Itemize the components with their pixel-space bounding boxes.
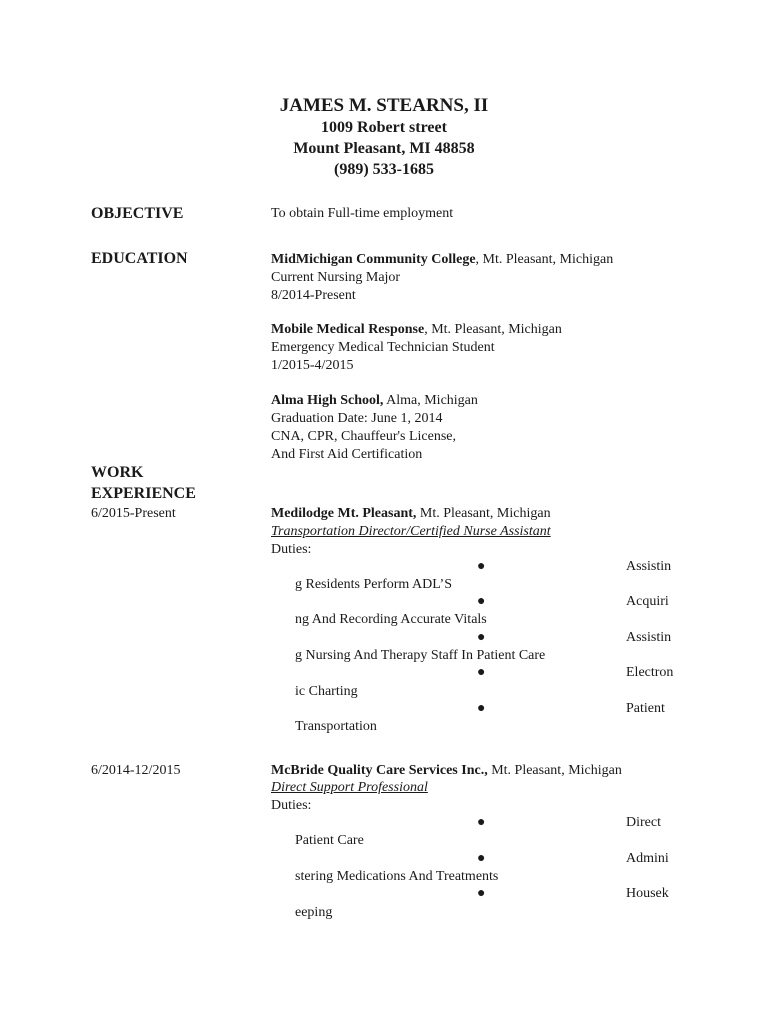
job-employer [271,505,551,523]
bullet-icon: ● [477,559,486,574]
work-heading: WORK [91,464,144,481]
education-detail: 8/2014-Present [271,288,356,303]
duty-rest: stering Medications And Treatments [295,869,499,884]
job-dates: 6/2014-12/2015 [91,763,181,778]
bullet-icon: ● [477,665,486,680]
duty-rest: g Nursing And Therapy Staff In Patient Care [295,648,546,663]
bullet-icon: ● [477,594,486,609]
duty-start: Assistin [626,559,672,574]
objective-heading: OBJECTIVE [91,205,184,222]
school-location: , Mt. Pleasant, Michigan [475,252,614,267]
employer-name: McBride Quality Care Services Inc., [271,763,488,778]
bullet-icon: ● [477,630,486,645]
duty-start: Electron [626,665,674,680]
work-heading-experience: EXPERIENCE [91,485,196,502]
duty-start: Direct [626,815,661,830]
job-role: Direct Support Professional [271,780,428,795]
school-name: Mobile Medical Response [271,322,425,337]
school-location: Alma, Michigan [383,393,478,408]
education-detail: 1/2015-4/2015 [271,358,354,373]
duty-start: Assistin [626,630,672,645]
job-employer [271,762,622,780]
employer-name: Medilodge Mt. Pleasant, [271,506,417,521]
duty-rest: ic Charting [295,684,358,699]
duties-label: Duties: [271,798,312,813]
employer-location: Mt. Pleasant, Michigan [416,506,551,521]
job-dates: 6/2015-Present [91,506,176,521]
education-detail: Graduation Date: June 1, 2014 [271,411,443,426]
education-school [271,392,478,410]
school-location: , Mt. Pleasant, Michigan [424,322,562,337]
duty-start: Acquiri [626,594,669,609]
job-role: Transportation Director/Certified Nurse Assistant [271,524,551,539]
education-heading: EDUCATION [91,250,188,267]
education-detail: CNA, CPR, Chauffeur's License, [271,429,457,444]
school-name: MidMichigan Community College [271,252,476,267]
duty-start: Admini [626,851,669,866]
duty-start: Housek [626,886,669,901]
bullet-icon: ● [477,701,486,716]
bullet-icon: ● [477,851,486,866]
education-detail: Current Nursing Major [271,270,401,285]
education-detail: And First Aid Certification [271,447,423,462]
duty-rest: eeping [295,905,333,920]
duties-label: Duties: [271,542,312,557]
bullet-icon: ● [477,886,486,901]
education-detail: Emergency Medical Technician Student [271,340,495,355]
city-state-zip: Mount Pleasant, MI 48858 [293,140,475,157]
duty-rest: g Residents Perform ADL’S [295,577,452,592]
duty-rest: Patient Care [295,833,364,848]
resume-name: JAMES M. STEARNS, II [279,95,489,116]
duty-start: Patient [626,701,665,716]
education-school [271,251,613,269]
street-address: 1009 Robert street [321,119,447,136]
education-school [271,321,562,339]
objective-text: To obtain Full-time employment [271,206,454,221]
employer-location: Mt. Pleasant, Michigan [487,763,622,778]
school-name: Alma High School, [271,393,384,408]
duty-rest: ng And Recording Accurate Vitals [295,612,487,627]
bullet-icon: ● [477,815,486,830]
phone-number: (989) 533-1685 [334,161,434,178]
duty-rest: Transportation [295,719,377,734]
